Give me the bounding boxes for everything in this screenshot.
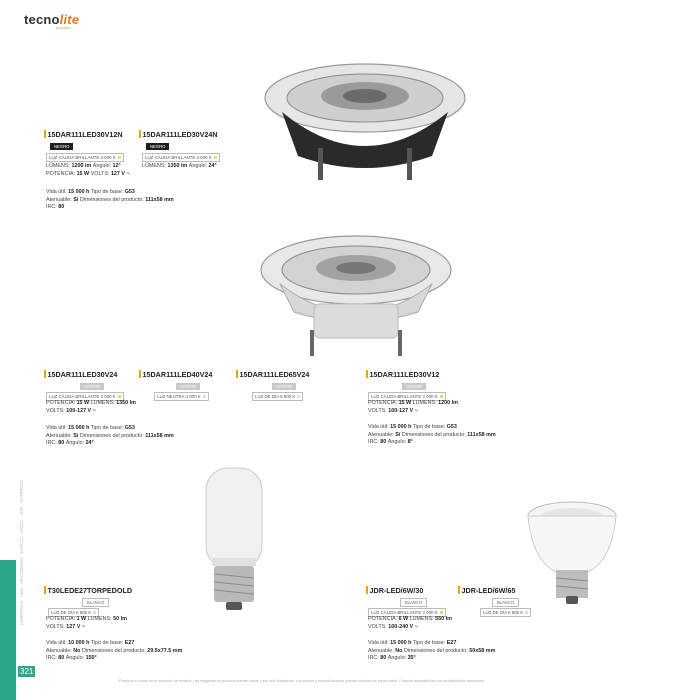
spec-lines-3: POTENCIA: 15 W LUMENS: 1350 lm VOLTS: 100-127 V ~ [46, 400, 136, 414]
side-category-text: LÁMPARAS · LED · HALÓGENO · DAR111 · AR111 · JDR · TORPEDO [19, 480, 24, 626]
product-code-6: 15DAR111LED30V12 [366, 370, 439, 379]
spec-lines-6: POTENCIA: 15 W LUMENS: 1200 lm VOLTS: 100-127 V ~ Vida útil: 15 000 h Tipo de base: G53 Atenuable: Sí Dimensiones del producto: 111x58 mm IRC: 80 Ángulo: 8° [368, 400, 496, 446]
light-label-3: LUZ CÁLIDA BRILLANTE 3 000 K [46, 392, 124, 401]
finish-chip-7: BLANCO [82, 598, 109, 607]
product-code-1: 15DAR111LED30V12N [44, 130, 123, 139]
product-code-5: 15DAR111LED65V24 [236, 370, 309, 379]
legal-footnote: *Producto en stock en el momento de emisión. Las imágenes de producto pueden variar y son solo ilustrativas. Los precios y especificaciones pueden cambiar sin previo aviso. Consulte disponibilidad con su distribuidor autorizado. [118, 679, 485, 683]
light-label-7: LUZ DE DÍA 6 500 K [48, 608, 99, 617]
product-code-9: JDR-LED/6W/65 [458, 586, 515, 595]
spec-lines-2: LÚMENS: 1350 lm Ángulo: 24° [142, 163, 217, 169]
light-label-4: LUZ NEUTRA 4 000 K [154, 392, 209, 401]
page-number: 321 [20, 667, 34, 676]
finish-chip-8: BLANCO [400, 598, 427, 607]
finish-chip-3: CROMO [80, 383, 104, 390]
product-code-8: JDR-LED/6W/30 [366, 586, 423, 595]
spec-lines-1: LÚMENS: 1200 lm Ángulo: 12° POTENCIA: 15 W VOLTS: 127 V ~ [46, 163, 130, 177]
category-sidebar [0, 560, 16, 700]
brand-name-b: lite [59, 12, 80, 27]
brand-tagline: iluminación [56, 26, 72, 30]
ar111-chrome-lamp-image [258, 232, 454, 362]
light-label-5: LUZ DE DÍA 6 500 K [252, 392, 303, 401]
product-code-7: T30LEDE27TORPEDOLD [44, 586, 132, 595]
finish-chip-2: NEGRO [146, 143, 169, 150]
light-label-1: LUZ CÁLIDA BRILLANTE 3 000 K [46, 153, 124, 162]
ar111-black-lamp-image [262, 60, 468, 188]
finish-chip-6: CROMO [402, 383, 426, 390]
brand-logo [24, 12, 79, 27]
finish-chip-5: CROMO [272, 383, 296, 390]
brand-name-a: tecno [24, 12, 60, 27]
finish-chip-4: CROMO [176, 383, 200, 390]
torpedo-lamp-image [200, 462, 268, 612]
product-code-3: 15DAR111LED30V24 [44, 370, 117, 379]
light-label-6: LUZ CÁLIDA BRILLANTE 3 000 K [368, 392, 446, 401]
light-label-2: LUZ CÁLIDA BRILLANTE 3 000 K [142, 153, 220, 162]
light-label-8: LUZ CÁLIDA BRILLANTE 3 000 K [368, 608, 446, 617]
light-label-9: LUZ DE DÍA 6 500 K [480, 608, 531, 617]
spec-lines-8: POTENCIA: 6 W LUMENS: 550 lm VOLTS: 100-240 V ~ Vida útil: 15 000 h Tipo de base: E27 Atenuable: No Dimensiones del producto: 50x58 mm IRC: 80 Ángulo: 35° [368, 616, 496, 662]
group-specs-1: Vida útil: 15 000 h Tipo de base: G53 Atenuable: Sí Dimensiones del producto: 111x58 mm IRC: 80 [46, 189, 174, 211]
finish-chip-9: BLANCO [492, 598, 519, 607]
product-code-2: 15DAR111LED30V24N [139, 130, 218, 139]
jdr-lamp-image [522, 498, 622, 608]
finish-chip-1: NEGRO [50, 143, 73, 150]
group-specs-2: Vida útil: 15 000 h Tipo de base: G53 Atenuable: Sí Dimensiones del producto: 111x58 mm IRC: 80 Ángulo: 24° [46, 425, 174, 447]
product-code-4: 15DAR111LED40V24 [139, 370, 212, 379]
spec-lines-7: POTENCIA: 1 W LUMENS: 50 lm VOLTS: 127 V ~ Vida útil: 10 000 h Tipo de base: E27 Atenuable: No Dimensiones del producto: 29.5x77.5 mm IRC: 80 Ángulo: 150° [46, 616, 183, 662]
